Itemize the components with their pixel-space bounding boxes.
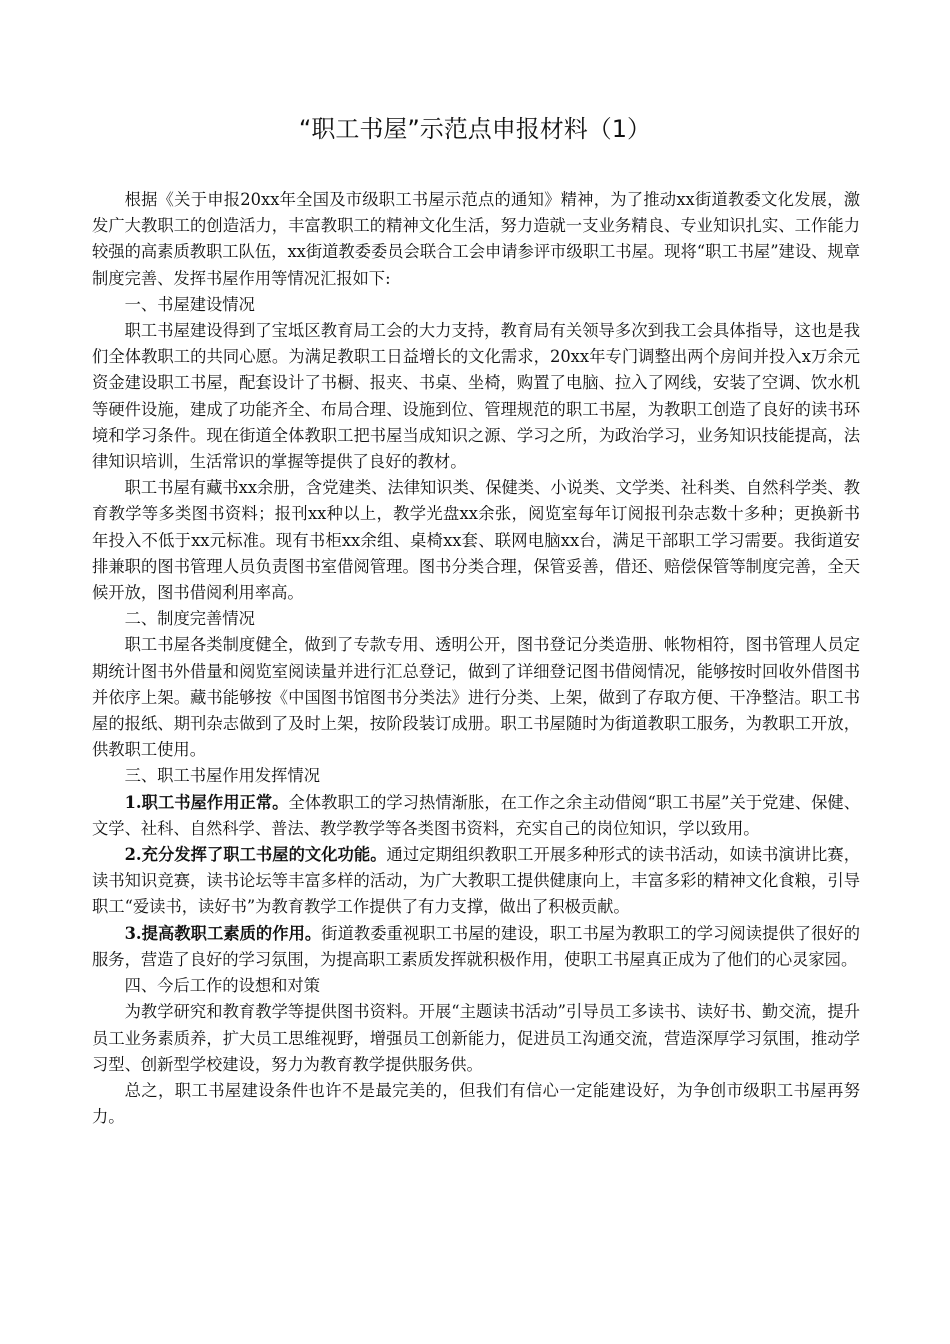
item-3-text: 街道教委重视职工书屋的建设，职工书屋为教职工的学习阅读提供了很好的服务，营造了良好的学习氛围，为提高职工素质发挥就积极作用，使职工书屋真正成为了他们的心灵家园。: [92, 923, 861, 969]
item-3-lead: 3.提高教职工素质的作用。: [124, 923, 322, 943]
section-3-item-1: [92, 790, 860, 842]
document-title: “职工书屋”示范点申报材料（1）: [298, 115, 652, 143]
section-1-paragraph-1: 职工书屋建设得到了宝坻区教育局工会的大力支持，教育局有关领导多次到我工会具体指导，这也是我们全体教职工的共同心愿。为满足教职工日益增长的文化需求，20xx年专门调整出两个房间并投入x万余元资金建设职工书屋，配套设计了书橱、报夹、书桌、坐椅，购置了电脑、拉入了网线，安装了空调、饮水机等硬件设施，建成了功能齐全、布局合理、设施到位、管理规范的职工书屋，为教职工创造了良好的读书环境和学习条件。现在街道全体教职工把书屋当成知识之源、学习之所，为政治学习，业务知识技能提高，法律知识培训，生活常识的掌握等提供了良好的教材。: [92, 321, 860, 472]
section-4-paragraph-1: 为教学研究和教育教学等提供图书资料。开展“主题读书活动”引导员工多读书、读好书、勤交流，提升员工业务素质养，扩大员工思维视野，增强员工创新能力，促进员工沟通交流，营造深厚学习氛围，推动学习型、创新型学校建设，努力为教育教学提供服务供。: [92, 1002, 860, 1074]
section-2-paragraph-1: 职工书屋各类制度健全，做到了专款专用、透明公开，图书登记分类造册、帐物相符，图书管理人员定期统计图书外借量和阅览室阅读量并进行汇总登记，做到了详细登记图书借阅情况，能够按时回收外借图书并依序上架。藏书能够按《中国图书馆图书分类法》进行分类、上架，做到了存取方便、干净整洁。职工书屋的报纸、期刊杂志做到了及时上架，按阶段装订成册。职工书屋随时为街道教职工服务，为教职工开放，供教职工使用。: [92, 635, 860, 760]
item-2-lead: 2.充分发挥了职工书屋的文化功能。: [124, 845, 387, 865]
section-3-heading: 三、职工书屋作用发挥情况: [124, 766, 320, 786]
section-2-heading: 二、制度完善情况: [124, 609, 255, 629]
section-1-heading: 一、书屋建设情况: [124, 294, 255, 314]
section-3-item-3: [92, 921, 860, 973]
item-2-text: 通过定期组织教职工开展多种形式的读书活动，如读书演讲比赛，读书知识竞赛，读书论坛等丰富多样的活动，为广大教职工提供健康向上，丰富多彩的精神文化食粮，引导职工“爱读书，读好书”为教育教学工作提供了有力支撑，做出了积极贡献。: [92, 845, 860, 917]
item-1-text: 全体教职工的学习热情渐胀，在工作之余主动借阅“职工书屋”关于党建、保健、文学、社科、自然科学、普法、教学教学等各类图书资料，充实自己的岗位知识，学以致用。: [92, 792, 861, 838]
intro-paragraph: 根据《关于申报20xx年全国及市级职工书屋示范点的通知》精神，为了推动xx街道教委文化发展，激发广大教职工的创造活力，丰富教职工的精神文化生活，努力造就一支业务精良、专业知识扎实、工作能力较强的高素质教职工队伍，xx街道教委委员会联合工会申请参评市级职工书屋。现将“职工书屋”建设、规章制度完善、发挥书屋作用等情况汇报如下:: [92, 190, 860, 288]
section-4-heading: 四、今后工作的设想和对策: [124, 976, 320, 996]
conclusion-paragraph: 总之，职工书屋建设条件也许不是最完美的，但我们有信心一定能建设好，为争创市级职工书屋再努力。: [92, 1080, 860, 1127]
item-1-lead: 1.职工书屋作用正常。: [124, 792, 289, 812]
section-3-item-2: [92, 842, 860, 921]
section-1-paragraph-2: 职工书屋有藏书xx余册，含党建类、法律知识类、保健类、小说类、文学类、社科类、自然科学类、教育教学等多类图书资料；报刊xx种以上，教学光盘xx余张，阅览室每年订阅报刊杂志数十多种；更换新书年投入不低于xx元标准。现有书柜xx余组、桌椅xx套、联网电脑xx台，满足干部职工学习需要。我街道安排兼职的图书管理人员负责图书室借阅管理。图书分类合理，保管妥善，借还、赔偿保管等制度完善，全天候开放，图书借阅利用率高。: [92, 478, 860, 603]
document-body: [92, 187, 860, 1130]
